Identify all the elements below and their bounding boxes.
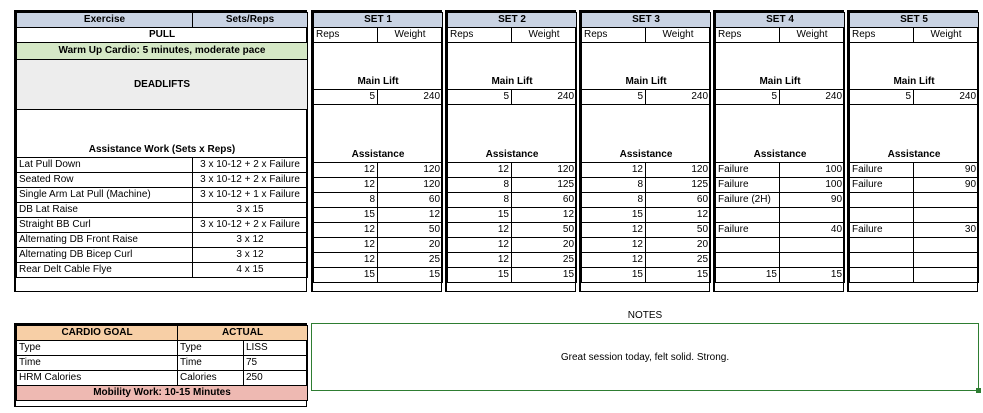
exercise-name: Straight BB Curl	[17, 218, 193, 233]
weight-cell[interactable]: 100	[780, 178, 845, 193]
weight-cell[interactable]: 100	[780, 163, 845, 178]
table-row	[582, 193, 711, 208]
table-row	[448, 178, 577, 193]
main-weight-cell[interactable]: 240	[512, 90, 577, 105]
table-row	[314, 268, 443, 283]
reps-cell[interactable]: 12	[314, 178, 378, 193]
table-row	[716, 163, 845, 178]
table-row	[17, 173, 308, 188]
set-title: SET 2	[448, 13, 577, 28]
reps-label: Reps	[850, 28, 914, 43]
cardio-goal-label: Time	[17, 356, 178, 371]
table-row	[314, 253, 443, 268]
cardio-actual-label: Calories	[178, 371, 244, 386]
set-3-block	[579, 10, 710, 292]
reps-cell[interactable]: 12	[448, 163, 512, 178]
reps-cell[interactable]: 12	[314, 238, 378, 253]
weight-cell[interactable]: 60	[512, 193, 577, 208]
main-reps-cell[interactable]: 5	[448, 90, 512, 105]
exercise-sets: 3 x 10-12 + 2 x Failure	[193, 218, 308, 233]
table-row	[17, 263, 308, 278]
main-weight-cell[interactable]: 240	[780, 90, 845, 105]
assistance-title: Assistance Work (Sets x Reps)	[17, 110, 308, 158]
table-row	[448, 208, 577, 223]
notes-label: NOTES	[627, 310, 663, 321]
weight-cell[interactable]: 90	[780, 193, 845, 208]
main-lift-label: Main Lift	[448, 60, 577, 90]
weight-cell[interactable]: 15	[646, 268, 711, 283]
reps-cell[interactable]: 15	[582, 208, 646, 223]
main-reps-cell[interactable]: 5	[314, 90, 378, 105]
main-reps-cell[interactable]: 5	[850, 90, 914, 105]
exercise-name: Alternating DB Bicep Curl	[17, 248, 193, 263]
reps-cell[interactable]: Failure	[716, 163, 780, 178]
cardio-goal-header: CARDIO GOAL	[17, 326, 178, 341]
reps-cell[interactable]: Failure	[850, 223, 914, 238]
exercise-block	[14, 10, 307, 292]
reps-cell[interactable]: 12	[582, 253, 646, 268]
table-row	[17, 371, 308, 386]
table-row	[17, 341, 308, 356]
table-row	[314, 178, 443, 193]
weight-cell[interactable]: 120	[646, 163, 711, 178]
exercise-sets: 3 x 12	[193, 233, 308, 248]
cardio-actual-value: 75	[244, 356, 308, 371]
table-row	[716, 238, 845, 253]
exercise-name: Single Arm Lat Pull (Machine)	[17, 188, 193, 203]
weight-cell[interactable]: 12	[646, 208, 711, 223]
reps-cell[interactable]: 15	[314, 208, 378, 223]
reps-cell[interactable]: Failure	[850, 163, 914, 178]
exercise-name: DB Lat Raise	[17, 203, 193, 218]
table-row	[17, 203, 308, 218]
table-row	[850, 223, 979, 238]
exercise-sets: 3 x 12	[193, 248, 308, 263]
reps-label: Reps	[582, 28, 646, 43]
reps-cell[interactable]: 8	[448, 178, 512, 193]
weight-label: Weight	[646, 28, 711, 43]
table-row	[582, 163, 711, 178]
reps-cell[interactable]: 12	[448, 253, 512, 268]
reps-cell[interactable]	[716, 253, 780, 268]
weight-cell[interactable]: 40	[780, 223, 845, 238]
main-weight-cell[interactable]: 240	[646, 90, 711, 105]
reps-cell[interactable]: 12	[448, 238, 512, 253]
exercise-sets: 3 x 10-12 + 2 x Failure	[193, 158, 308, 173]
table-row	[314, 163, 443, 178]
table-row	[582, 238, 711, 253]
main-weight-cell[interactable]: 240	[914, 90, 979, 105]
weight-cell[interactable]	[780, 208, 845, 223]
main-lift-name: DEADLIFTS	[17, 60, 308, 110]
notes-box[interactable]	[311, 323, 979, 391]
assistance-label: Assistance	[314, 105, 443, 163]
table-row	[582, 208, 711, 223]
table-row	[716, 268, 845, 283]
table-row	[716, 253, 845, 268]
weight-cell[interactable]: 20	[378, 238, 443, 253]
weight-cell[interactable]: 50	[646, 223, 711, 238]
warmup-note: Warm Up Cardio: 5 minutes, moderate pace	[17, 43, 308, 60]
cardio-block	[14, 323, 307, 407]
weight-cell[interactable]: 50	[512, 223, 577, 238]
reps-cell[interactable]: Failure (2H)	[716, 193, 780, 208]
weight-label: Weight	[914, 28, 979, 43]
set-title: SET 1	[314, 13, 443, 28]
table-row	[314, 193, 443, 208]
weight-label: Weight	[780, 28, 845, 43]
weight-cell[interactable]: 15	[512, 268, 577, 283]
weight-cell[interactable]	[914, 238, 979, 253]
reps-cell[interactable]	[850, 208, 914, 223]
weight-cell[interactable]: 125	[646, 178, 711, 193]
notes-text: Great session today, felt solid. Strong.	[560, 351, 730, 363]
table-row	[582, 253, 711, 268]
table-row	[716, 223, 845, 238]
reps-cell[interactable]: Failure	[716, 223, 780, 238]
weight-cell[interactable]: 20	[512, 238, 577, 253]
exercise-sets: 3 x 15	[193, 203, 308, 218]
reps-cell[interactable]	[850, 253, 914, 268]
table-row	[850, 253, 979, 268]
main-lift-label: Main Lift	[850, 60, 979, 90]
weight-cell[interactable]: 25	[646, 253, 711, 268]
table-row	[716, 193, 845, 208]
reps-cell[interactable]: 12	[314, 163, 378, 178]
weight-cell[interactable]: 15	[378, 268, 443, 283]
reps-label: Reps	[448, 28, 512, 43]
table-row	[448, 253, 577, 268]
reps-cell[interactable]: 15	[582, 268, 646, 283]
cardio-actual-header: ACTUAL	[178, 326, 308, 341]
weight-cell[interactable]: 12	[378, 208, 443, 223]
weight-cell[interactable]: 25	[378, 253, 443, 268]
table-row	[582, 268, 711, 283]
table-row	[850, 268, 979, 283]
table-row	[716, 178, 845, 193]
reps-cell[interactable]: 12	[314, 223, 378, 238]
reps-cell[interactable]: 8	[448, 193, 512, 208]
table-row	[448, 223, 577, 238]
reps-cell[interactable]	[716, 208, 780, 223]
weight-cell[interactable]	[914, 208, 979, 223]
main-reps-cell[interactable]: 5	[716, 90, 780, 105]
set-title: SET 4	[716, 13, 845, 28]
weight-cell[interactable]: 120	[378, 178, 443, 193]
reps-cell[interactable]: 8	[314, 193, 378, 208]
table-row	[17, 356, 308, 371]
assistance-label: Assistance	[582, 105, 711, 163]
reps-label: Reps	[716, 28, 780, 43]
weight-cell[interactable]: 15	[780, 268, 845, 283]
exercise-name: Lat Pull Down	[17, 158, 193, 173]
reps-cell[interactable]: 12	[448, 223, 512, 238]
reps-cell[interactable]: Failure	[716, 178, 780, 193]
exercise-header: Exercise	[17, 13, 193, 28]
weight-cell[interactable]: 90	[914, 178, 979, 193]
weight-cell[interactable]: 25	[512, 253, 577, 268]
weight-cell[interactable]: 60	[378, 193, 443, 208]
set-1-block	[311, 10, 442, 292]
table-row	[17, 218, 308, 233]
main-lift-label: Main Lift	[716, 60, 845, 90]
weight-cell[interactable]	[780, 238, 845, 253]
exercise-sets: 3 x 10-12 + 1 x Failure	[193, 188, 308, 203]
set-4-block	[713, 10, 844, 292]
table-row	[582, 178, 711, 193]
reps-cell[interactable]: 12	[314, 253, 378, 268]
exercise-name: Alternating DB Front Raise	[17, 233, 193, 248]
cardio-actual-value: 250	[244, 371, 308, 386]
table-row	[17, 158, 308, 173]
weight-cell[interactable]: 120	[512, 163, 577, 178]
set-5-block	[847, 10, 978, 292]
weight-cell[interactable]	[780, 253, 845, 268]
cardio-actual-label: Time	[178, 356, 244, 371]
resize-handle[interactable]	[976, 388, 981, 393]
reps-cell[interactable]: 15	[314, 268, 378, 283]
reps-cell[interactable]: 15	[448, 208, 512, 223]
day-title: PULL	[17, 28, 308, 43]
reps-cell[interactable]: 12	[582, 163, 646, 178]
table-row	[17, 233, 308, 248]
weight-cell[interactable]: 12	[512, 208, 577, 223]
assistance-label: Assistance	[850, 105, 979, 163]
main-reps-cell[interactable]: 5	[582, 90, 646, 105]
reps-label: Reps	[314, 28, 378, 43]
table-row	[850, 193, 979, 208]
reps-cell[interactable]: Failure	[850, 178, 914, 193]
table-row	[314, 208, 443, 223]
weight-cell[interactable]	[914, 268, 979, 283]
reps-cell[interactable]: 15	[448, 268, 512, 283]
table-row	[716, 208, 845, 223]
assistance-label: Assistance	[448, 105, 577, 163]
exercise-name: Seated Row	[17, 173, 193, 188]
table-row	[314, 238, 443, 253]
table-row	[314, 223, 443, 238]
reps-cell[interactable]: 15	[716, 268, 780, 283]
weight-cell[interactable]: 125	[512, 178, 577, 193]
weight-cell[interactable]: 90	[914, 163, 979, 178]
table-row	[17, 188, 308, 203]
reps-cell[interactable]	[850, 193, 914, 208]
exercise-name: Rear Delt Cable Flye	[17, 263, 193, 278]
weight-cell[interactable]: 60	[646, 193, 711, 208]
table-row	[448, 193, 577, 208]
weight-cell[interactable]	[914, 253, 979, 268]
reps-cell[interactable]	[850, 238, 914, 253]
weight-cell[interactable]: 50	[378, 223, 443, 238]
cardio-goal-label: HRM Calories	[17, 371, 178, 386]
weight-label: Weight	[512, 28, 577, 43]
assistance-label: Assistance	[716, 105, 845, 163]
reps-cell[interactable]: 12	[582, 223, 646, 238]
weight-cell[interactable]: 30	[914, 223, 979, 238]
table-row	[448, 268, 577, 283]
set-title: SET 5	[850, 13, 979, 28]
reps-cell[interactable]: 8	[582, 178, 646, 193]
table-row	[850, 178, 979, 193]
reps-cell[interactable]: 8	[582, 193, 646, 208]
set-title: SET 3	[582, 13, 711, 28]
table-row	[448, 238, 577, 253]
weight-cell[interactable]	[914, 193, 979, 208]
table-row	[448, 163, 577, 178]
weight-cell[interactable]: 20	[646, 238, 711, 253]
reps-cell[interactable]	[716, 238, 780, 253]
sets-reps-header: Sets/Reps	[193, 13, 308, 28]
table-row	[17, 248, 308, 263]
reps-cell[interactable]	[850, 268, 914, 283]
table-row	[850, 208, 979, 223]
exercise-sets: 3 x 10-12 + 2 x Failure	[193, 173, 308, 188]
cardio-goal-label: Type	[17, 341, 178, 356]
cardio-actual-value: LISS	[244, 341, 308, 356]
weight-label: Weight	[378, 28, 443, 43]
table-row	[850, 163, 979, 178]
main-lift-label: Main Lift	[582, 60, 711, 90]
mobility-note: Mobility Work: 10-15 Minutes	[17, 386, 308, 401]
exercise-sets: 4 x 15	[193, 263, 308, 278]
cardio-actual-label: Type	[178, 341, 244, 356]
set-2-block	[445, 10, 576, 292]
table-row	[850, 238, 979, 253]
weight-cell[interactable]: 120	[378, 163, 443, 178]
main-weight-cell[interactable]: 240	[378, 90, 443, 105]
table-row	[582, 223, 711, 238]
main-lift-label: Main Lift	[314, 60, 443, 90]
reps-cell[interactable]: 12	[582, 238, 646, 253]
